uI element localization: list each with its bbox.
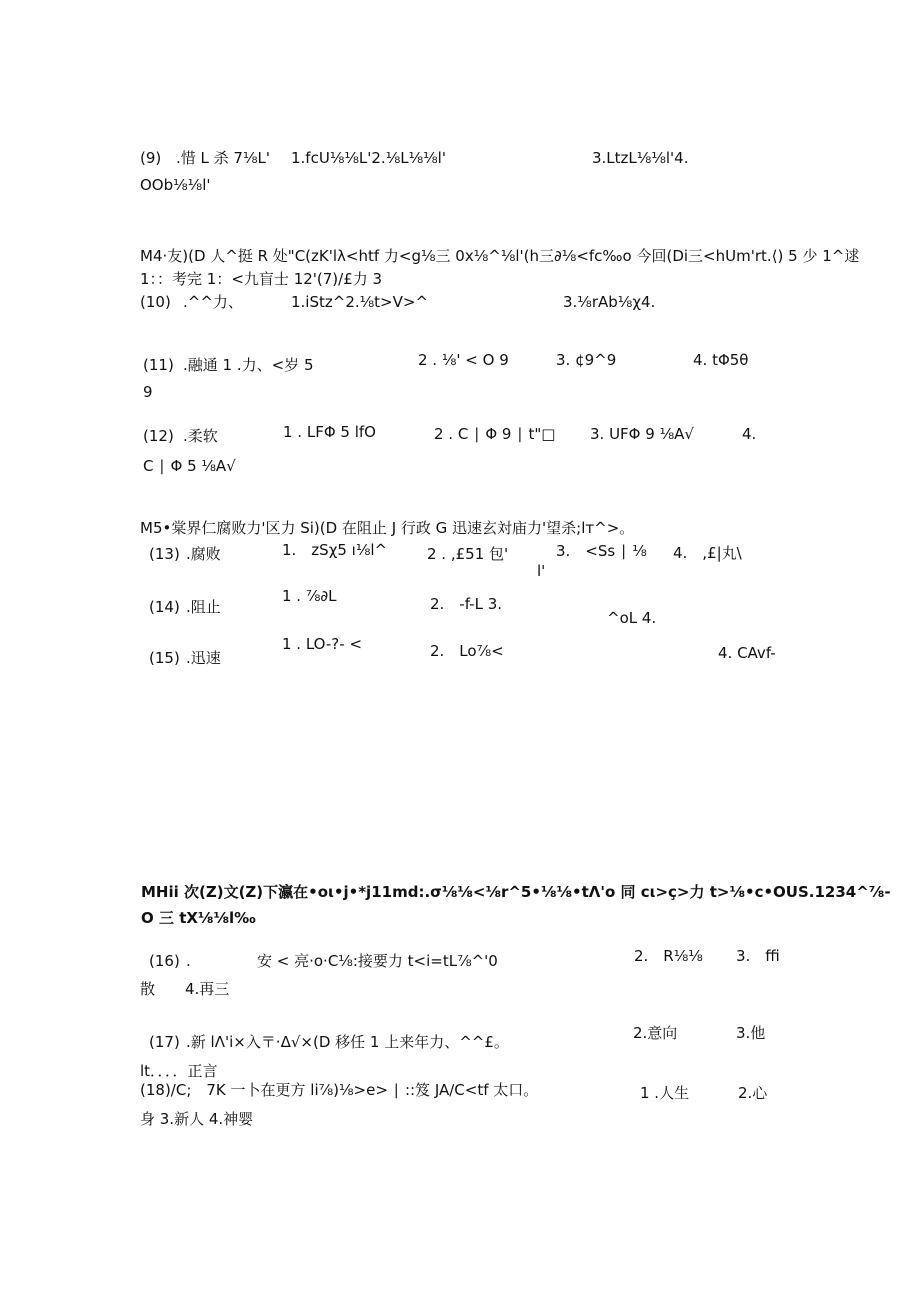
option-1: 1 . LO-?- <	[282, 635, 363, 653]
option-1: 1 .人生	[640, 1084, 690, 1102]
option-continuation: 身 3.新人 4.神婴	[140, 1110, 254, 1128]
option-3: 3. ¢9^9	[556, 351, 617, 369]
question-number: (14)	[149, 598, 180, 616]
options-2-3: 2. -f-L 3.	[430, 595, 503, 613]
question-stem: .惜 L 杀 7⅛L'	[176, 149, 270, 167]
option-2: 2.意向	[633, 1024, 678, 1042]
clipped-line	[143, 457, 283, 475]
question-stem: .柔软	[183, 427, 218, 445]
question-dot: .	[186, 952, 191, 970]
option-2: 2. R⅛⅛	[634, 947, 703, 965]
option-3: 3. UFΦ 9 ⅛A√	[590, 425, 694, 443]
option-1: 1 . ⅞∂L	[282, 587, 337, 605]
option-2: 2. Lo⅞<	[430, 642, 504, 660]
option-1: 1. zSχ5 ı⅛l^	[282, 541, 388, 559]
question-number: (9)	[140, 149, 162, 167]
option-2: 2.心	[738, 1084, 768, 1102]
option-continuation: lt．．．．正言	[140, 1062, 218, 1080]
instruction-line-1: M4·友)(D 人^挺 R 处"C(zK'lλ<htf 力<g⅛三 0x⅛^⅛l'(h三∂⅛<fc‰o 今回(Di三<hUm'rt.⟨) 5 少 1^逑	[140, 247, 860, 265]
question-stem: (18)/C; 7K 一卜在更方 li⅞)⅛>e> ∣ ::笈 JA∕C<tf 太口。	[140, 1081, 539, 1099]
option-3: 3. <Ss ∣ ⅛	[556, 542, 647, 560]
option-4: 4.	[742, 425, 757, 443]
options-3-4: 3.⅛rAb⅛χ4.	[563, 293, 656, 311]
question-number: (12)	[143, 427, 174, 445]
instruction-line-1: M5•棠界仁腐败力'区力 Si)(D 在阻止 J 行政 G 迅速玄対庙力'望杀;lт^>。	[140, 519, 635, 537]
question-number: (11)	[143, 356, 174, 374]
option-2: 2 . ,£51 包'	[427, 545, 509, 563]
option-4: 4. ,£|丸\	[673, 544, 742, 562]
option-continuation: OOb⅛⅛l'	[140, 176, 211, 194]
question-stem: .新 lΛ'i×入〒·Δ√×(D 移任 1 上来年力、^^£。	[186, 1033, 509, 1051]
instruction-line-2: 1：：考完 1：<九盲士 12'(7)/£力 3	[140, 270, 383, 288]
option-3: 3.他	[736, 1024, 766, 1042]
question-stem: .融通 1 .力、<岁 5	[183, 356, 314, 374]
option-3: 3. ffi	[736, 947, 780, 965]
question-stem: .腐败	[186, 545, 221, 563]
question-number: (10)	[140, 293, 171, 311]
question-number: (16)	[149, 952, 180, 970]
option-4: 4. tΦ5θ	[693, 351, 749, 369]
instruction-line-2: O 三 tX⅛⅛l‰	[141, 909, 256, 927]
options-1-2: 1.iStz^2.⅛t>V>^	[291, 293, 429, 311]
clipped-line	[149, 649, 249, 667]
options-1-2: 1.fcU⅛⅛L'2.⅛L⅛⅛l'	[291, 149, 446, 167]
question-stem: .迅速	[186, 649, 221, 667]
clipped-line	[140, 1062, 250, 1080]
options-3-4: 3.LtzL⅛⅛l'4.	[592, 149, 689, 167]
option-continuation: 散 4.再三	[140, 980, 230, 998]
option-1: 1 . LFΦ 5 lfO	[283, 423, 376, 441]
option-continuation: 9	[143, 383, 153, 401]
question-number: (17)	[149, 1033, 180, 1051]
instruction-line-1: MHii 次(Z)文(Z)下瀛在•oι•j•*j11md:.σ⅛⅛<⅛r^5•⅛⅛•tΛ'o 同 cι>ç>力 t>⅛•c•OUS.1234^⅞-	[141, 883, 891, 901]
option-3-continuation: l'	[537, 562, 546, 580]
option-continuation: C ∣ Φ 5 ⅛A√	[143, 457, 236, 475]
question-number: (15)	[149, 649, 180, 667]
option-4: 4. CAvf-	[718, 644, 776, 662]
option-2: 2 . C ∣ Φ 9 ∣ t"□	[434, 425, 556, 443]
question-number: (13)	[149, 545, 180, 563]
question-stem: 安 < 亮·o·C⅛:接要力 t<i=tL⅞^'0	[257, 952, 498, 970]
question-stem: .阻止	[186, 598, 221, 616]
option-3-continuation: ^oL 4.	[607, 609, 657, 627]
option-2: 2 . ⅛' < O 9	[418, 351, 509, 369]
question-stem: .^^力、	[183, 293, 243, 311]
